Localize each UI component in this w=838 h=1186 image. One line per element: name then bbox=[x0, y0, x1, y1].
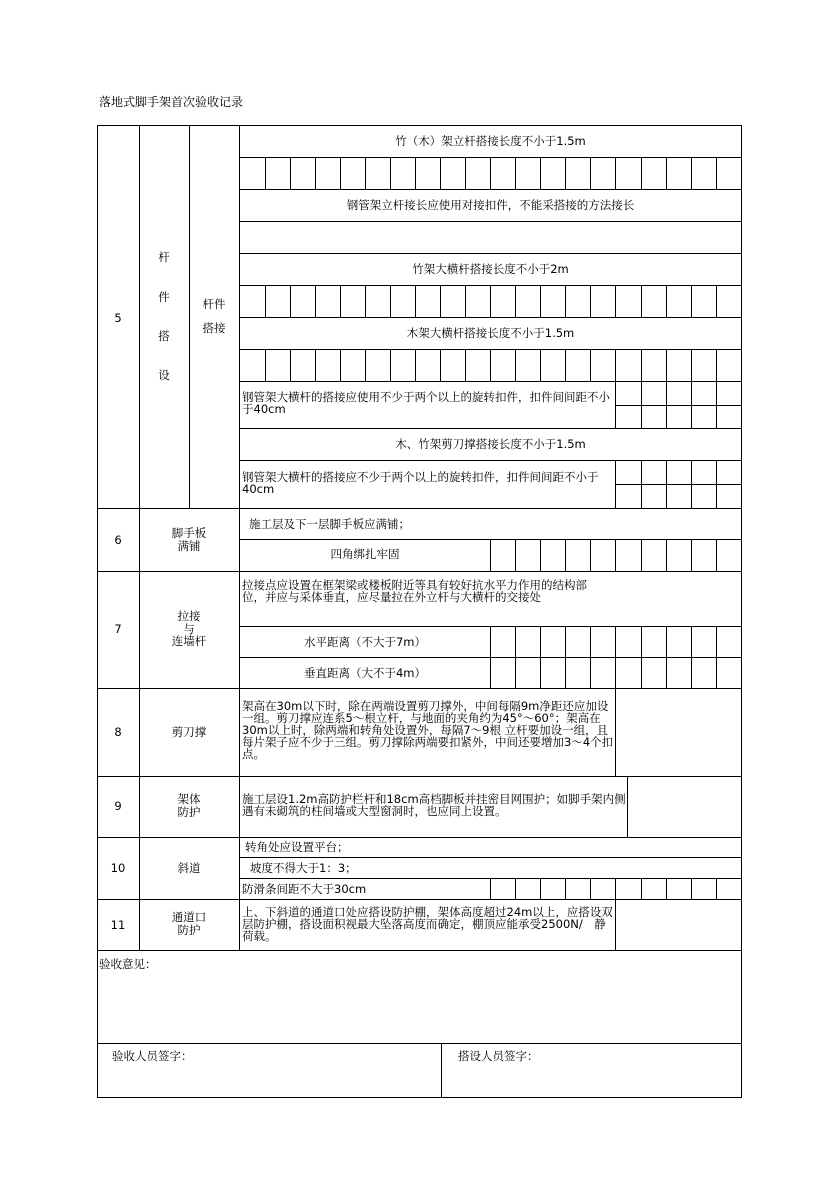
grid-line bbox=[691, 157, 692, 190]
grid-line bbox=[565, 349, 566, 382]
grid-line bbox=[741, 125, 742, 1098]
grid-line bbox=[440, 157, 441, 190]
grid-line bbox=[415, 157, 416, 190]
row9-item-line1: 架体 bbox=[177, 792, 201, 806]
grid-line bbox=[265, 349, 266, 382]
grid-line bbox=[641, 878, 642, 900]
row5-requirement-2: 钢管架立杆接长应使用对接扣件，不能采搭接的方法接长 bbox=[346, 198, 635, 212]
row5-item-char1: 杆 bbox=[158, 250, 170, 264]
grid-line bbox=[590, 626, 591, 658]
row5-requirement-1: 竹（木）架立杆搭接长度不小于1.5m bbox=[395, 134, 586, 148]
row7-requirement-2: 水平距离（不大于7m） bbox=[303, 635, 427, 649]
grid-line bbox=[666, 878, 667, 900]
grid-line bbox=[716, 878, 717, 900]
grid-line bbox=[515, 657, 516, 689]
row10-item: 斜道 bbox=[177, 861, 201, 875]
grid-line bbox=[691, 349, 692, 382]
grid-line bbox=[97, 688, 742, 689]
grid-line bbox=[615, 157, 616, 190]
grid-line bbox=[641, 349, 642, 382]
row5-requirement-5: 钢管架大横杆的搭接应使用不少于两个以上的旋转扣件，扣件间间距不小于40cm bbox=[242, 390, 610, 416]
document-title: 落地式脚手架首次验收记录 bbox=[99, 95, 244, 109]
grid-line bbox=[515, 878, 516, 900]
grid-line bbox=[465, 157, 466, 190]
grid-line bbox=[390, 157, 391, 190]
grid-line bbox=[540, 157, 541, 190]
row6-item-line2: 满铺 bbox=[177, 539, 201, 553]
grid-line bbox=[440, 349, 441, 382]
grid-line bbox=[490, 349, 491, 382]
grid-line bbox=[239, 253, 742, 254]
grid-line bbox=[590, 878, 591, 900]
grid-line bbox=[490, 657, 491, 689]
grid-line bbox=[97, 776, 742, 777]
grid-line bbox=[615, 405, 742, 406]
grid-line bbox=[540, 539, 541, 572]
grid-line bbox=[666, 626, 667, 658]
opinion-label: 验收意见： bbox=[99, 957, 157, 971]
grid-line bbox=[315, 349, 316, 382]
grid-line bbox=[440, 285, 441, 318]
grid-line bbox=[716, 657, 717, 689]
row5-subitem-line1: 杆件 bbox=[202, 297, 226, 311]
grid-line bbox=[565, 539, 566, 572]
row10-requirement-1: 转角处应设置平台； bbox=[245, 840, 349, 854]
row5-item-char3: 搭 bbox=[158, 329, 170, 343]
row5-number: 5 bbox=[114, 311, 122, 325]
grid-line bbox=[515, 349, 516, 382]
grid-line bbox=[290, 349, 291, 382]
row9-number: 9 bbox=[114, 799, 122, 813]
row6-number: 6 bbox=[114, 533, 122, 547]
grid-line bbox=[340, 285, 341, 318]
grid-line bbox=[265, 285, 266, 318]
grid-line bbox=[666, 539, 667, 572]
grid-line bbox=[441, 1043, 442, 1098]
grid-line bbox=[490, 626, 491, 658]
grid-line bbox=[340, 349, 341, 382]
row9-requirement: 施工层设1.2m高防护栏杆和18cm高档脚板并挂密目网围护；如脚手架内侧遇有未砌筑的柱间墙或大型窗洞时，也应同上设置。 bbox=[242, 792, 626, 818]
row10-number: 10 bbox=[110, 861, 126, 875]
row5-requirement-7: 钢管架大横杆的搭接应不少于两个以上的旋转扣件，扣件间间距不小于40cm bbox=[242, 470, 599, 496]
row8-number: 8 bbox=[114, 725, 122, 739]
row11-item-line2: 防护 bbox=[177, 923, 201, 937]
row10-requirement-2: 坡度不得大于1：3； bbox=[250, 861, 357, 875]
grid-line bbox=[515, 626, 516, 658]
grid-line bbox=[490, 157, 491, 190]
row11-requirement: 上、下斜道的通道口处应搭设防护棚，架体高度超过24m以上，应搭设双层防护棚，搭设面积视最大坠落高度而确定，棚顶应能承受2500N/ 静荷载。 bbox=[242, 905, 613, 943]
row5-requirement-4: 木架大横杆搭接长度不小于1.5m bbox=[406, 326, 575, 340]
grid-line bbox=[97, 571, 742, 572]
grid-line bbox=[365, 349, 366, 382]
grid-line bbox=[641, 539, 642, 572]
grid-line bbox=[565, 626, 566, 658]
grid-line bbox=[590, 539, 591, 572]
grid-line bbox=[627, 776, 628, 838]
row5-item-char4: 设 bbox=[158, 368, 170, 382]
grid-line bbox=[97, 950, 742, 951]
grid-line bbox=[641, 657, 642, 689]
row8-item: 剪刀撑 bbox=[171, 725, 207, 739]
grid-line bbox=[97, 508, 742, 509]
grid-line bbox=[315, 157, 316, 190]
grid-line bbox=[691, 657, 692, 689]
grid-line bbox=[340, 157, 341, 190]
row6-requirement-1: 施工层及下一层脚手板应满铺； bbox=[249, 517, 410, 531]
grid-line bbox=[97, 899, 742, 900]
grid-line bbox=[97, 837, 742, 838]
row7-requirement-1: 拉接点应设置在框架梁或楼板附近等具有较好抗水平力作用的结构部位，并应与采体垂直，应尽量拉在外立杆与大横杆的交接处 bbox=[242, 578, 587, 604]
grid-line bbox=[490, 539, 491, 572]
grid-line bbox=[666, 157, 667, 190]
grid-line bbox=[615, 688, 616, 777]
grid-line bbox=[590, 349, 591, 382]
row10-requirement-3: 防滑条间距不大于30cm bbox=[242, 882, 367, 896]
grid-line bbox=[515, 157, 516, 190]
grid-line bbox=[315, 285, 316, 318]
grid-line bbox=[615, 899, 616, 951]
grid-line bbox=[641, 626, 642, 658]
row5-subitem-line2: 搭接 bbox=[202, 321, 226, 335]
row7-number: 7 bbox=[114, 622, 122, 636]
grid-line bbox=[540, 285, 541, 318]
grid-line bbox=[540, 657, 541, 689]
grid-line bbox=[716, 626, 717, 658]
grid-line bbox=[390, 285, 391, 318]
grid-line bbox=[390, 349, 391, 382]
grid-line bbox=[666, 657, 667, 689]
grid-line bbox=[565, 878, 566, 900]
grid-line bbox=[97, 125, 742, 126]
grid-line bbox=[97, 1097, 742, 1098]
grid-line bbox=[540, 878, 541, 900]
grid-line bbox=[615, 285, 616, 318]
grid-line bbox=[239, 857, 742, 858]
grid-line bbox=[641, 157, 642, 190]
grid-line bbox=[265, 157, 266, 190]
row5-item-char2: 件 bbox=[158, 290, 170, 304]
grid-line bbox=[716, 539, 717, 572]
row7-item-line2: 与 bbox=[183, 622, 195, 636]
grid-line bbox=[515, 285, 516, 318]
row7-requirement-3: 垂直距离（大不于4m） bbox=[303, 666, 427, 680]
row11-number: 11 bbox=[110, 918, 126, 932]
grid-line bbox=[590, 657, 591, 689]
grid-line bbox=[691, 878, 692, 900]
grid-line bbox=[365, 285, 366, 318]
grid-line bbox=[415, 285, 416, 318]
grid-line bbox=[239, 125, 240, 951]
row7-item-line3: 连墙杆 bbox=[171, 634, 207, 648]
grid-line bbox=[465, 285, 466, 318]
grid-line bbox=[641, 285, 642, 318]
grid-line bbox=[97, 1043, 742, 1044]
row8-requirement: 架高在30m以下时，除在两端设置剪刀撑外，中间每隔9m净距还应加设一组。剪刀撑应连系5～根立杆，与地面的夹角约为45°～60°；架高在30m以上时，除两端和转角处设置外，每隔7～9根 立杆要加设一组，且每片架子应不少于三组。剪刀撑除两端要扣紧外，中间还要增加3～4个扣点。 bbox=[242, 699, 614, 761]
grid-line bbox=[716, 349, 717, 382]
grid-line bbox=[691, 626, 692, 658]
grid-line bbox=[490, 878, 491, 900]
row5-requirement-3: 竹架大横杆搭接长度不小于2m bbox=[412, 262, 569, 276]
row5-requirement-6: 木、竹架剪刀撑搭接长度不小于1.5m bbox=[395, 437, 586, 451]
grid-line bbox=[565, 285, 566, 318]
grid-line bbox=[590, 285, 591, 318]
grid-line bbox=[716, 285, 717, 318]
grid-line bbox=[465, 349, 466, 382]
grid-line bbox=[540, 349, 541, 382]
inspector-signature-label: 验收人员签字： bbox=[112, 1049, 193, 1063]
row9-item-line2: 防护 bbox=[177, 805, 201, 819]
grid-line bbox=[515, 539, 516, 572]
grid-line bbox=[415, 349, 416, 382]
grid-line bbox=[691, 285, 692, 318]
builder-signature-label: 搭设人员签字： bbox=[458, 1049, 539, 1063]
row6-item-line1: 脚手板 bbox=[171, 526, 207, 540]
grid-line bbox=[691, 539, 692, 572]
grid-line bbox=[716, 157, 717, 190]
grid-line bbox=[97, 125, 98, 1098]
grid-line bbox=[666, 285, 667, 318]
grid-line bbox=[615, 657, 616, 689]
grid-line bbox=[615, 626, 616, 658]
grid-line bbox=[189, 125, 190, 509]
grid-line bbox=[615, 539, 616, 572]
grid-line bbox=[290, 157, 291, 190]
grid-line bbox=[540, 626, 541, 658]
row6-requirement-2: 四角绑扎牢固 bbox=[330, 547, 400, 561]
grid-line bbox=[615, 484, 742, 485]
grid-line bbox=[490, 285, 491, 318]
grid-line bbox=[615, 349, 616, 382]
row7-item-line1: 拉接 bbox=[177, 609, 201, 623]
grid-line bbox=[565, 657, 566, 689]
grid-line bbox=[365, 157, 366, 190]
grid-line bbox=[290, 285, 291, 318]
grid-line bbox=[565, 157, 566, 190]
grid-line bbox=[590, 157, 591, 190]
grid-line bbox=[666, 349, 667, 382]
grid-line bbox=[239, 221, 742, 222]
row11-item-line1: 通道口 bbox=[171, 910, 207, 924]
grid-line bbox=[615, 878, 616, 900]
